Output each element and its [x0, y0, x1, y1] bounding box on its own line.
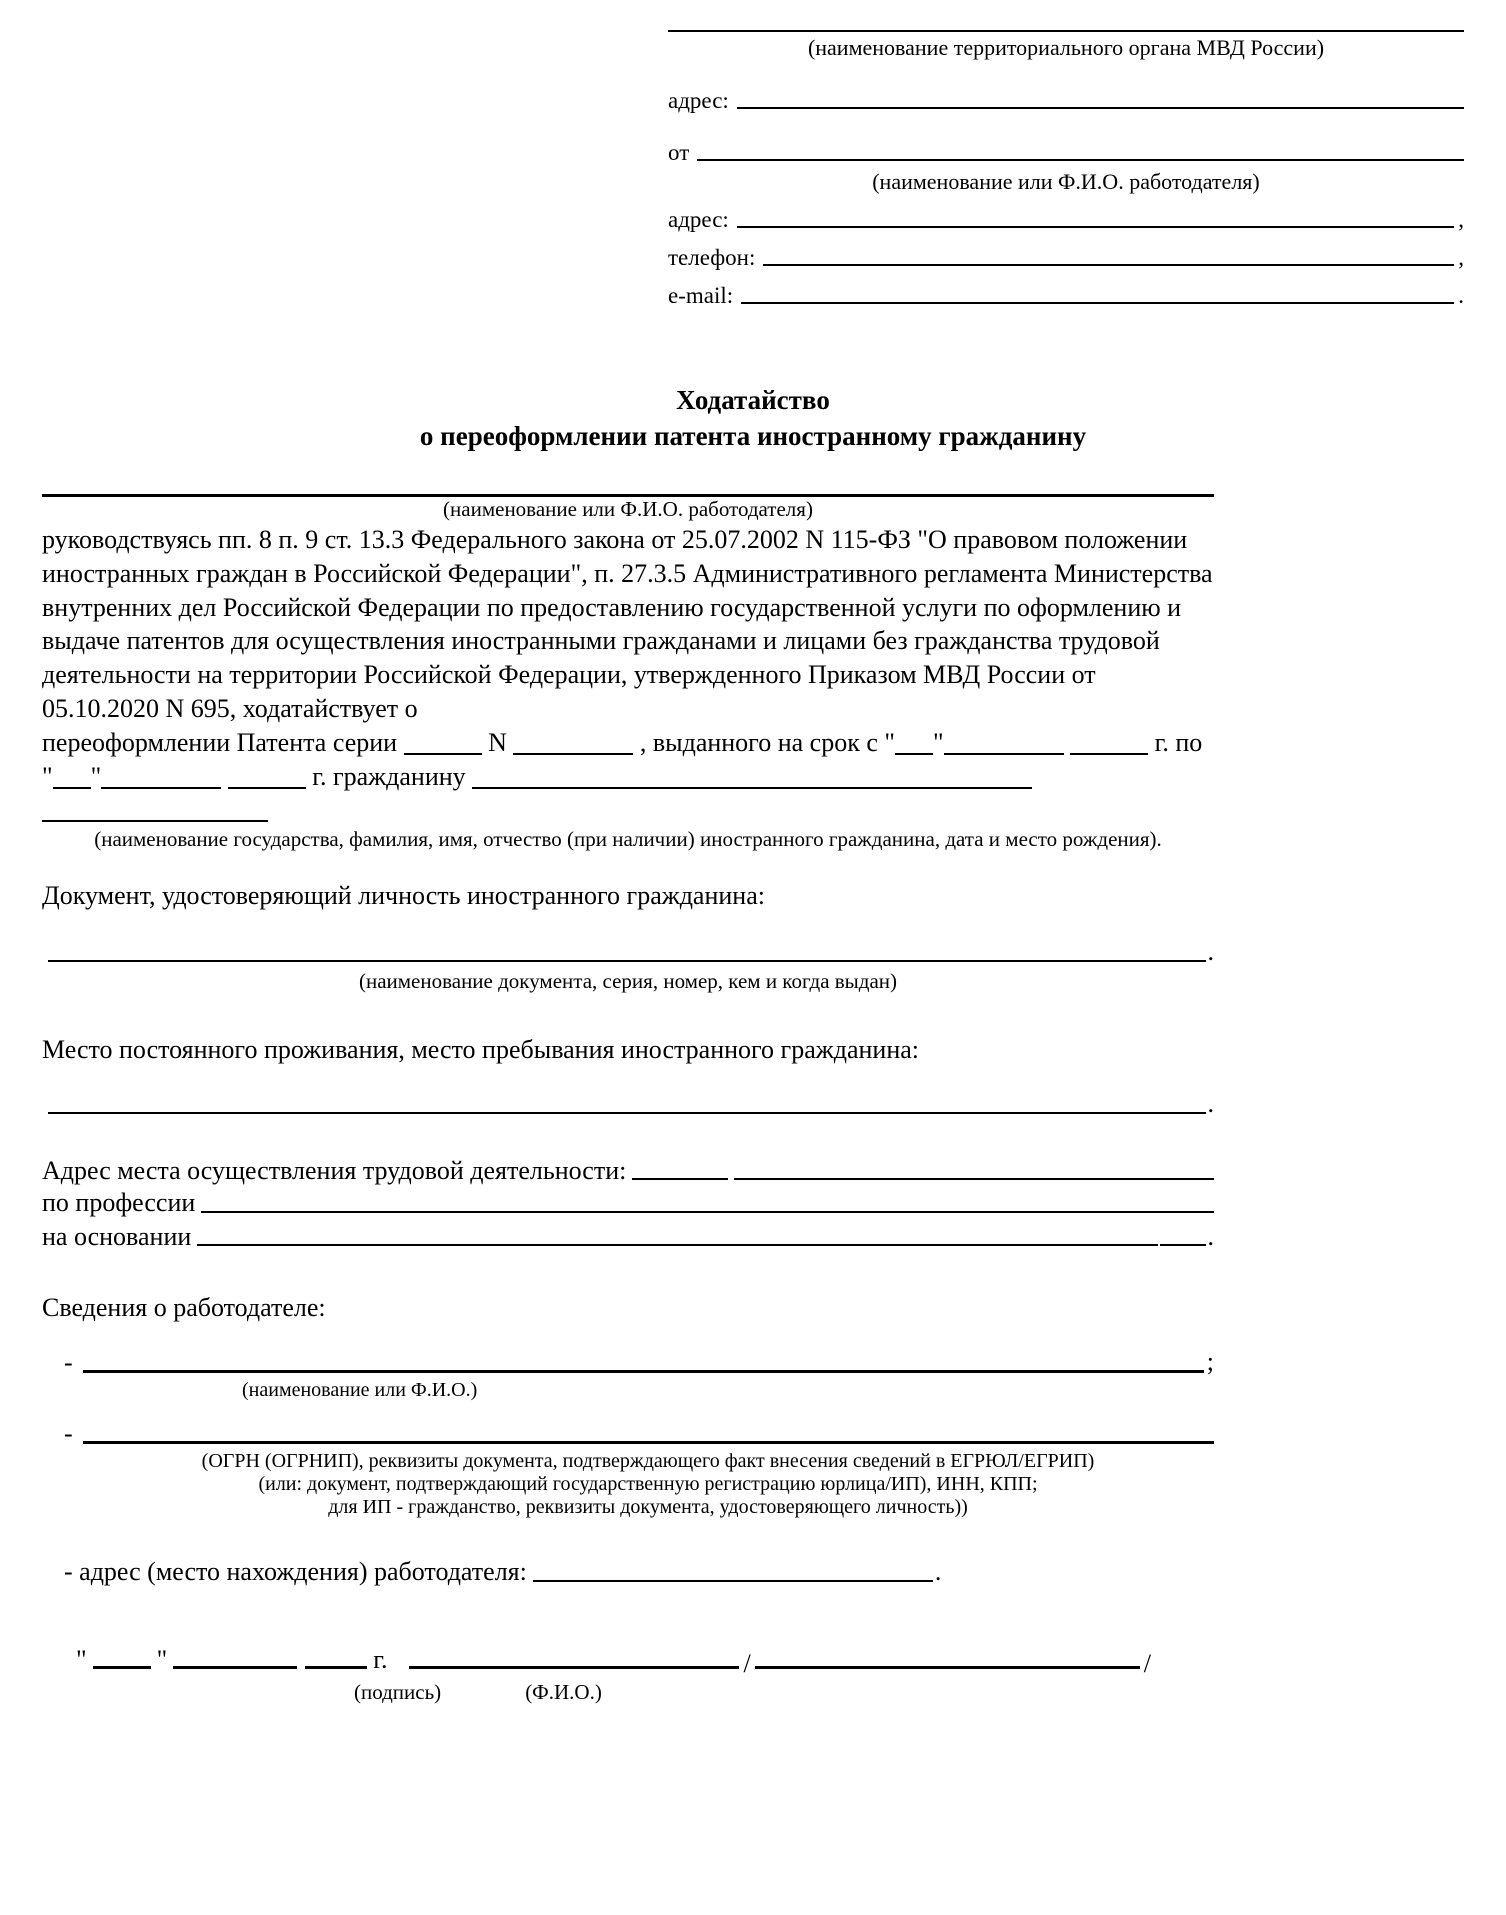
patent-from-year-blank[interactable] — [1070, 753, 1148, 755]
employer-email-end: . — [1458, 283, 1464, 308]
signature-month-blank[interactable] — [173, 1666, 297, 1669]
employer-ogrn-blank[interactable] — [83, 1441, 1214, 1444]
employer-ogrn-dash: - — [64, 1419, 73, 1449]
employer-ogrn-caption-1: (ОГРН (ОГРНИП), реквизиты документа, подтверждающего факт внесения сведений в ЕГРЮЛ/ЕГРИП) — [201, 1450, 1095, 1473]
employer-address-row — [668, 207, 1464, 233]
profession-label: по профессии — [42, 1188, 196, 1218]
authority-caption: (наименование территориального органа МВД России) — [807, 35, 1325, 60]
document-title — [0, 382, 1506, 455]
signature-sign-blank[interactable] — [409, 1666, 739, 1669]
basis-blank[interactable] — [197, 1244, 1157, 1246]
patent-series-blank[interactable] — [404, 753, 482, 755]
signature-slash-end: / — [1143, 1648, 1151, 1678]
employer-ogrn-caption-2: (или: документ, подтверждающий государственную регистрацию юрлица/ИП), ИНН, КПП; — [258, 1473, 1038, 1496]
employer-ogrn-caption-3: для ИП - гражданство, реквизиты документа, удостоверяющего личность)) — [328, 1496, 968, 1519]
patent-quote-close-2: " — [90, 761, 102, 791]
employer-email-label: e-mail: — [668, 283, 734, 308]
citizen-caption: (наименование государства, фамилия, имя, отчество (при наличии) иностранного гражданина, дата и место рождения). — [94, 827, 1162, 852]
employer-email-blank[interactable] — [741, 302, 1454, 304]
patent-from-day-blank[interactable] — [895, 753, 933, 755]
addressee-header-block — [668, 30, 1464, 309]
signature-quote-close: " — [156, 1644, 168, 1674]
employer-ogrn-row — [42, 1419, 1214, 1450]
title-line-1: Ходатайство — [676, 385, 830, 415]
legal-basis-paragraph: руководствуясь пп. 8 п. 9 ст. 13.3 Федерального закона от 25.07.2002 N 115-ФЗ "О правовом положении иностранных граждан в Российской Федерации", п. 27.3.5 Административного регламента Министерства внутренних дел Российской Федерации по предоставлению государственной услуги по оформлению и выдаче патентов для осуществления иностранными гражданами и лицами без гражданства трудовой деятельности на территории Российской Федерации, утвержденного Приказом МВД России от 05.10.2020 N 695, ходатайствует о — [42, 525, 1213, 724]
employer-phone-row — [668, 245, 1464, 271]
authority-address-label: адрес: — [668, 87, 729, 113]
employer-email-row — [668, 283, 1464, 309]
employer-address-end: , — [1458, 207, 1464, 232]
residence-row — [42, 1087, 1214, 1121]
patent-series-label: переоформлении Патента серии — [42, 727, 398, 757]
employer-name-dash: - — [64, 1348, 73, 1378]
employer-name-end: ; — [1206, 1347, 1214, 1377]
title-line-2: о переоформлении патента иностранному гражданину — [419, 421, 1087, 452]
from-employer-caption: (наименование или Ф.И.О. работодателя) — [872, 168, 1260, 194]
identity-document-end: . — [1207, 937, 1214, 967]
identity-document-row — [42, 935, 1214, 969]
identity-document-blank[interactable] — [48, 960, 1206, 962]
signature-quote-open: " — [76, 1644, 87, 1674]
basis-row — [42, 1220, 1214, 1254]
signature-fio-blank[interactable] — [755, 1666, 1140, 1669]
residence-end: . — [1207, 1088, 1214, 1118]
patent-to-month-blank[interactable] — [101, 787, 221, 789]
employer-phone-label: телефон: — [668, 245, 756, 270]
employer-name-row — [42, 1345, 1214, 1379]
patent-to-day-blank[interactable] — [53, 787, 91, 789]
profession-blank[interactable] — [201, 1211, 1214, 1213]
signature-slash: / — [743, 1648, 751, 1678]
authority-address-row — [668, 88, 1464, 114]
document-body — [42, 494, 1214, 1706]
signature-row — [42, 1643, 1214, 1677]
basis-blank-2[interactable] — [1160, 1244, 1206, 1246]
patent-number-label: N — [488, 727, 507, 757]
citizen-name-blank-2[interactable] — [42, 820, 268, 822]
patent-line-1 — [42, 726, 1214, 760]
employer-address-info-row — [42, 1555, 1214, 1589]
patent-to-text: г. по — [1154, 727, 1203, 757]
employer-phone-blank[interactable] — [763, 264, 1454, 266]
patent-number-blank[interactable] — [513, 753, 633, 755]
patent-from-month-blank[interactable] — [944, 753, 1064, 755]
work-address-row — [42, 1155, 1214, 1188]
citizen-name-blank[interactable] — [472, 787, 1032, 789]
residence-blank[interactable] — [48, 1112, 1206, 1114]
work-address-blank-a[interactable] — [632, 1178, 728, 1180]
patent-issued-text: , выданного на срок с " — [639, 727, 895, 757]
patent-quote-close-1: " — [932, 727, 944, 757]
body-employer-caption: (наименование или Ф.И.О. работодателя) — [443, 497, 813, 521]
signature-year-blank[interactable] — [305, 1666, 367, 1669]
patent-citizen-label: г. гражданину — [312, 761, 466, 791]
basis-label: на основании — [42, 1221, 192, 1251]
from-label: от — [668, 139, 690, 165]
authority-address-blank[interactable] — [737, 107, 1464, 109]
profession-row — [42, 1187, 1214, 1220]
signature-caption-fio: (Ф.И.О.) — [525, 1679, 602, 1704]
patent-line-2 — [42, 760, 1214, 828]
employer-info-heading: Сведения о работодателе: — [42, 1293, 326, 1323]
employer-name-blank[interactable] — [83, 1370, 1204, 1373]
identity-document-label: Документ, удостоверяющий личность иностранного гражданина: — [42, 881, 765, 911]
employer-address-blank[interactable] — [737, 226, 1454, 228]
employer-address-label: адрес: — [668, 207, 729, 232]
employer-address-info-end: . — [934, 1557, 942, 1587]
patent-to-year-blank[interactable] — [228, 787, 306, 789]
employer-name-caption: (наименование или Ф.И.О.) — [242, 1379, 478, 1402]
work-address-label: Адрес места осуществления трудовой деятельности: — [42, 1155, 627, 1185]
signature-year-label: г. — [373, 1644, 388, 1674]
signature-day-blank[interactable] — [93, 1666, 151, 1669]
from-row — [668, 140, 1464, 166]
signature-caption-signature: (подпись) — [354, 1679, 442, 1704]
basis-end: . — [1207, 1221, 1214, 1251]
residence-label: Место постоянного проживания, место пребывания иностранного гражданина: — [42, 1035, 919, 1065]
employer-address-info-label: - адрес (место нахождения) работодателя: — [64, 1557, 527, 1587]
identity-document-caption: (наименование документа, серия, номер, кем и когда выдан) — [358, 968, 898, 993]
signature-captions — [42, 1677, 1214, 1706]
patent-quote-open-2: " — [42, 761, 53, 791]
work-address-blank-b[interactable] — [734, 1178, 1214, 1180]
employer-phone-end: , — [1458, 245, 1464, 270]
from-employer-blank[interactable] — [697, 159, 1464, 161]
employer-address-info-blank[interactable] — [533, 1580, 933, 1582]
